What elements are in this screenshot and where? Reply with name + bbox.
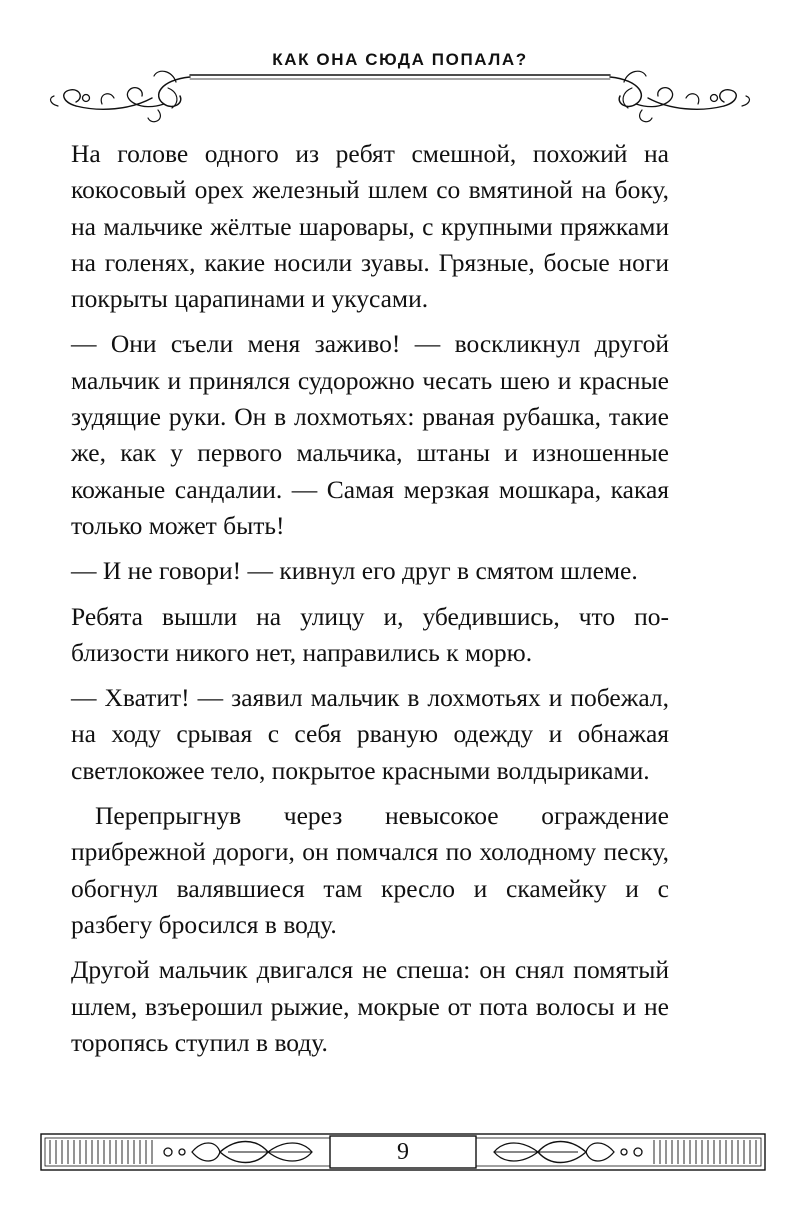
paragraph: — Они съели меня заживо! — воскликнул другой мальчик и принялся судорожно чесать шею и красные зудящие руки. Он в лохмотьях: рваная рубашка, такие же, как у первого мальчика, штаны и изношенные кожаные сандалии. — Самая мерзкая мошкара, какая только может быть! <box>71 329 669 540</box>
page-number: 9 <box>397 1139 409 1165</box>
running-title: КАК ОНА СЮДА ПОПАЛА? <box>272 50 528 69</box>
paragraph: — Хватит! — заявил мальчик в лохмотьях и побежал, на ходу срывая с себя рваную одежду и обнажая светлокожее тело, покрытое красными волдыриками. <box>71 683 669 785</box>
page-text <box>71 136 669 1070</box>
paragraph: — И не говори! — кивнул его друг в смятом шлеме. <box>71 556 638 586</box>
paragraph: Перепрыгнув через невысокое ограждение прибрежной дороги, он помчался по холодному песку, обогнул валявшиеся там кресло и скамейку и с разбегу бросился в воду. <box>71 801 669 939</box>
running-header <box>40 40 760 132</box>
paragraph: Ребята вышли на улицу и, убедившись, что поблизости никого нет, направились к морю. <box>71 601 669 667</box>
paragraph: Другой мальчик двигался не спеша: он снял помятый шлем, взъерошил рыжие, мокрые от пота волосы и не торопясь ступил в воду. <box>71 955 669 1057</box>
paragraph: На голове одного из ребят смешной, похожий на кокосовый орех железный шлем со вмятиной на боку, на мальчике жёлтые шаровары, с крупными пряжками на голенях, какие носили зуавы. Грязные, босые ноги покрыты царапинами и укусами. <box>71 139 669 314</box>
page-footer <box>40 1128 766 1176</box>
